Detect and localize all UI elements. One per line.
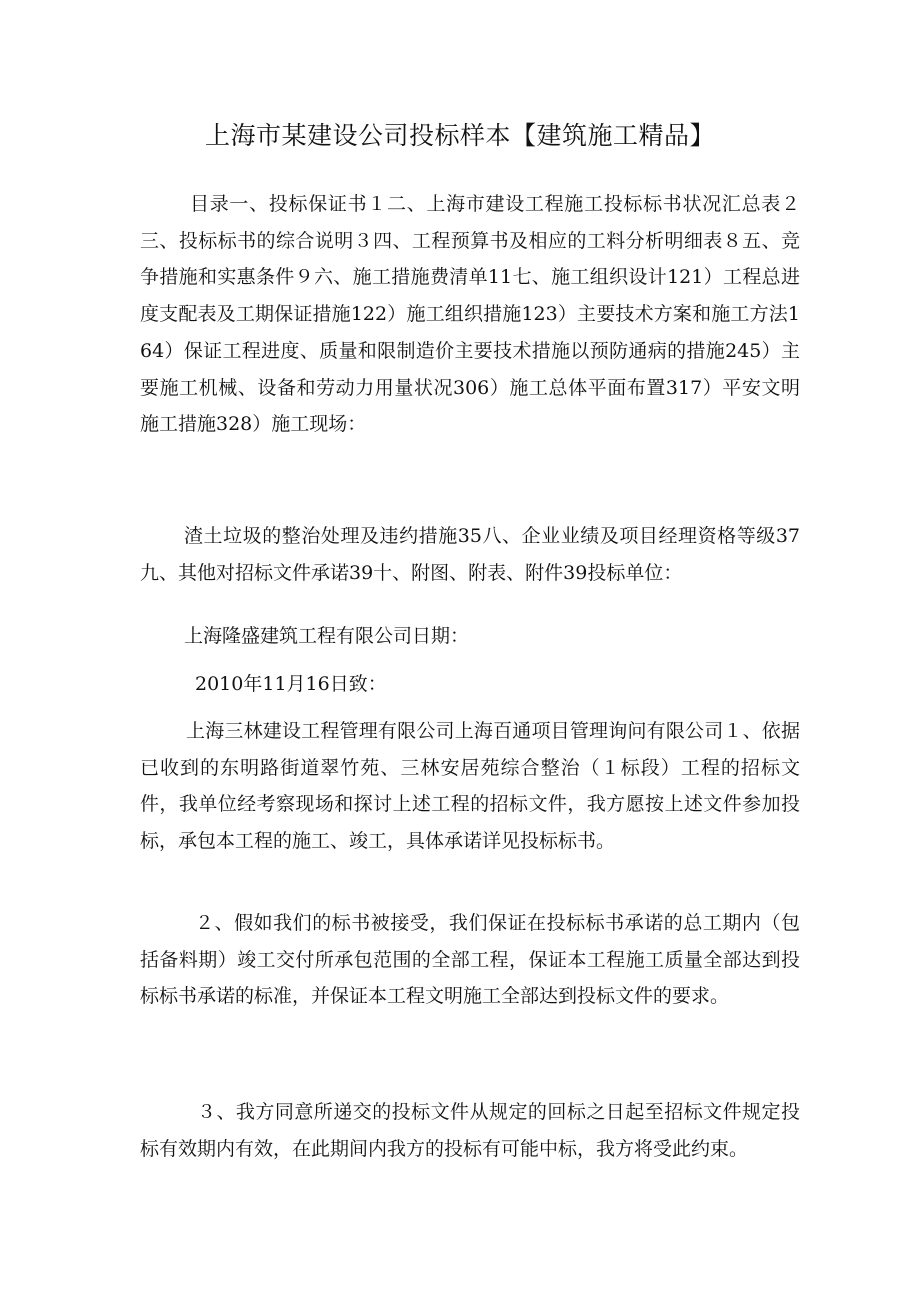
commitment-item-3: ３、我方同意所递交的投标文件从规定的回标之日起至招标文件规定投标有效期内有效，在此期间内我方的投标有可能中标，我方将受此约束。 xyxy=(140,1101,800,1160)
toc-continuation-paragraph: 渣土垃圾的整治处理及违约措施35八、企业业绩及项目经理资格等级37九、其他对招标文件承诺39十、附图、附表、附件39投标单位： xyxy=(140,525,800,584)
bidder-unit-paragraph: 上海隆盛建筑工程有限公司日期： xyxy=(184,625,470,647)
document-title: 上海市某建设公司投标样本【建筑施工精品】 xyxy=(204,121,715,150)
commitment-item-2: ２、假如我们的标书被接受，我们保证在投标标书承诺的总工期内（包括备料期）竣工交付所承包范围的全部工程，保证本工程施工质量全部达到投标标书承诺的标准，并保证本工程文明施工全部达到投标文件的要求。 xyxy=(140,912,800,1008)
date-paragraph: 2010年11月16日致： xyxy=(195,673,387,695)
table-of-contents-paragraph: 目录一、投标保证书１二、上海市建设工程施工投标标书状况汇总表２三、投标标书的综合说明３四、工程预算书及相应的工料分析明细表８五、竞争措施和实惠条件９六、施工措施费清单11七、施工组织设计121）工程总进度支配表及工期保证措施122）施工组织措施123）主要技术方案和施工方法164）保证工程进度、质量和限制造价主要技术措施以预防通病的措施245）主要施工机械、设备和劳动力用量状况306）施工总体平面布置317）平安文明施工措施328）施工现场： xyxy=(140,193,800,436)
recipient-paragraph: 上海三林建设工程管理有限公司上海百通项目管理询问有限公司１、依据已收到的东明路街道翠竹苑、三林安居苑综合整治（１标段）工程的招标文件，我单位经考察现场和探讨上述工程的招标文件，我方愿按上述文件参加投标，承包本工程的施工、竣工，具体承诺详见投标标书。 xyxy=(140,720,800,853)
